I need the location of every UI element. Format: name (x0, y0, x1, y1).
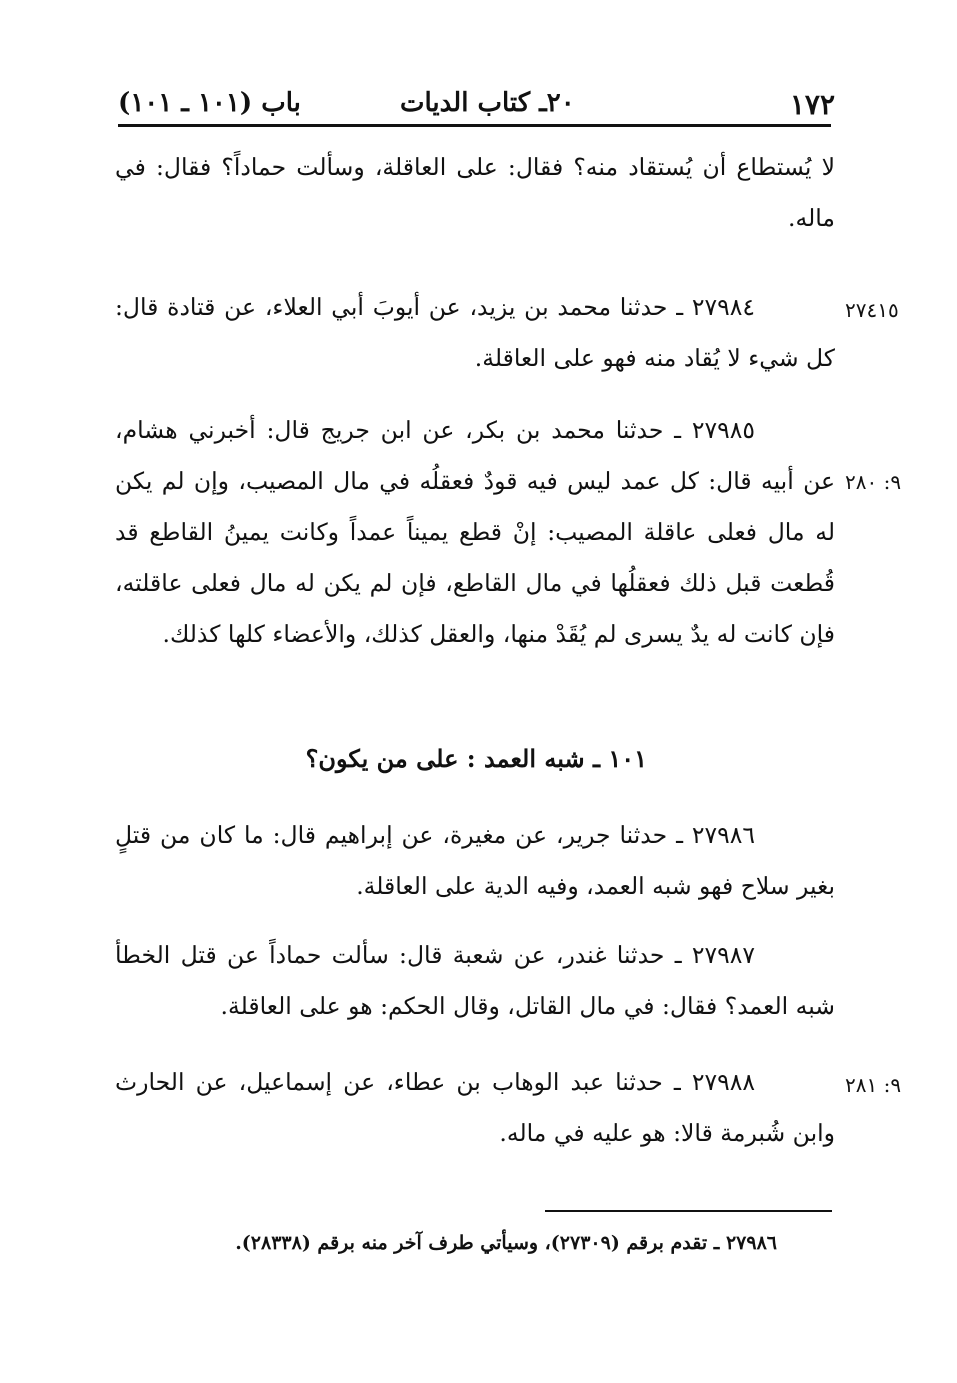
book-title: ٢٠ـ كتاب الديات (400, 88, 575, 118)
margin-ref-3: ٩: ٢٨١ (845, 1073, 902, 1097)
paragraph-continuation: لا يُستطاع أن يُستقاد منه؟ فقال: على العاقلة، وسألت حماداً؟ فقال: في ماله. (115, 153, 835, 232)
section-heading: ١٠١ ـ شبه العمد : على من يكون؟ (305, 744, 647, 773)
paragraph-27985: ٢٧٩٨٥ ـ حدثنا محمد بن بكر، عن ابن جريج قال: أخبرني هشام، عن أبيه قال: كل عمد ليس فيه قودٌ فعقلُه في مال المصيب، وإن لم يكن له مال فعلى عاقلة المصيب: إنْ قطع يميناً عمداً وكانت يمينُ القاطع قد قُطعت قبل ذلك فعقلُها في مال القاطع، فإن لم يكن له مال فعلى عاقلته، فإن كانت له يدٌ يسرى لم يُقَدْ منها، والعقل كذلك، والأعضاء كلها كذلك. (115, 416, 835, 648)
paragraph-27984: ٢٧٩٨٤ ـ حدثنا محمد بن يزيد، عن أيوبَ أبي العلاء، عن قتادة قال: كل شيء لا يُقاد منه فهو على العاقلة. (115, 293, 835, 372)
footnote-rule (545, 1210, 832, 1212)
paragraph-27988: ٢٧٩٨٨ ـ حدثنا عبد الوهاب بن عطاء، عن إسماعيل، عن الحارث وابن شُبرمة قالا: هو عليه في ماله. (115, 1068, 835, 1147)
margin-ref-2: ٩: ٢٨٠ (845, 470, 902, 494)
page-number: ١٧٢ (789, 88, 835, 121)
footnote: ٢٧٩٨٦ ـ تقدم برقم (٢٧٣٠٩)، وسيأتي طرف آخر منه برقم (٢٨٣٣٨). (235, 1232, 777, 1254)
chapter-range: باب (١٠١ ـ ١٠١) (118, 88, 301, 118)
paragraph-27986: ٢٧٩٨٦ ـ حدثنا جرير، عن مغيرة، عن إبراهيم قال: ما كان من قتلٍ بغير سلاح فهو شبه العمد، وفيه الدية على العاقلة. (115, 821, 835, 900)
paragraph-27987: ٢٧٩٨٧ ـ حدثنا غندر، عن شعبة قال: سألت حماداً عن قتل الخطأ شبه العمد؟ فقال: في مال القاتل، وقال الحكم: هو على العاقلة. (115, 941, 835, 1020)
header-rule (118, 124, 831, 127)
margin-ref-1: ٢٧٤١٥ (845, 298, 899, 322)
